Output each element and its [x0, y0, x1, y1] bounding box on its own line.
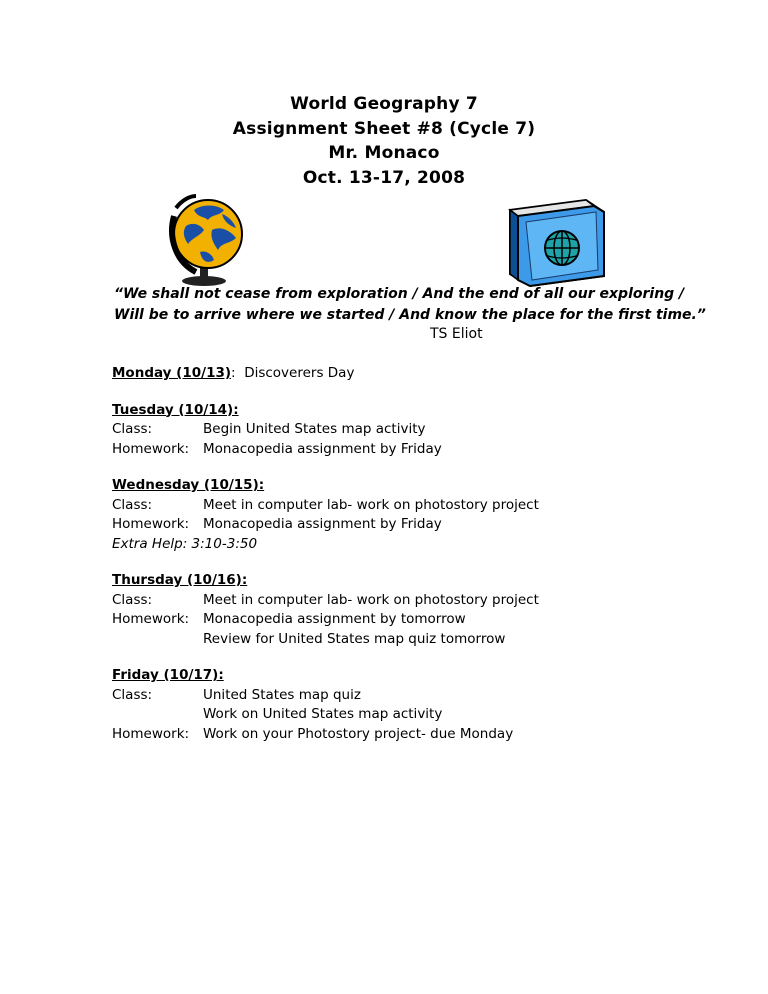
row-label: Homework: — [112, 725, 190, 742]
monday-colon: : — [231, 365, 236, 381]
schedule-row — [112, 686, 712, 706]
day-tuesday — [112, 401, 712, 460]
day-wednesday — [112, 476, 712, 554]
schedule-row — [112, 440, 712, 460]
row-label: Class: — [112, 496, 153, 513]
row-label — [112, 630, 203, 650]
date-range: Oct. 13-17, 2008 — [302, 167, 466, 188]
row-label — [112, 705, 203, 725]
day-friday — [112, 666, 712, 744]
course-title: World Geography 7 — [290, 94, 478, 114]
row-text: Work on United States map activity — [203, 706, 443, 722]
schedule-row — [112, 705, 712, 725]
weekly-schedule — [112, 364, 712, 761]
schedule-row — [112, 591, 712, 611]
row-text: United States map quiz — [203, 686, 361, 703]
row-label: Class: — [112, 591, 153, 608]
day-heading-friday: Friday (10/17): — [112, 667, 224, 683]
quote-line-2: Will be to arrive where we started / And know the place for the first time.” — [114, 307, 706, 323]
day-thursday — [112, 571, 712, 649]
day-heading-wednesday: Wednesday (10/15): — [112, 477, 265, 493]
quote — [114, 284, 714, 326]
row-text: Meet in computer lab- work on photostory project — [203, 496, 539, 513]
row-label: Homework: — [112, 440, 190, 457]
book-globe-icon — [500, 196, 612, 288]
day-heading-tuesday: Tuesday (10/14): — [112, 401, 239, 418]
row-text: Begin United States map activity — [203, 421, 426, 437]
globe-icon — [164, 186, 246, 288]
day-heading-thursday: Thursday (10/16): — [112, 572, 248, 588]
day-monday — [112, 364, 712, 384]
assignment-title: Assignment Sheet #8 (Cycle 7) — [232, 118, 536, 139]
day-heading-monday: Monday (10/13) — [112, 365, 232, 381]
schedule-row — [112, 515, 712, 535]
schedule-row — [112, 630, 712, 650]
schedule-row — [112, 610, 712, 630]
row-label: Homework: — [112, 516, 190, 532]
title-block — [0, 92, 768, 190]
monday-text: Discoverers Day — [244, 365, 355, 381]
quote-line-1: “We shall not cease from exploration / And the end of all our exploring / — [114, 286, 685, 302]
row-label: Class: — [112, 686, 153, 703]
quote-author: TS Eliot — [430, 326, 483, 342]
schedule-row — [112, 725, 712, 745]
row-text: Work on your Photostory project- due Monday — [203, 725, 514, 742]
row-text: Monacopedia assignment by Friday — [203, 440, 442, 457]
row-text: Monacopedia assignment by tomorrow — [203, 611, 466, 627]
schedule-row — [112, 420, 712, 440]
extra-help: Extra Help: 3:10-3:50 — [112, 535, 258, 552]
row-text: Meet in computer lab- work on photostory project — [203, 591, 539, 608]
schedule-row — [112, 496, 712, 516]
row-text: Review for United States map quiz tomorrow — [203, 630, 506, 647]
row-text: Monacopedia assignment by Friday — [203, 516, 442, 532]
row-label: Homework: — [112, 611, 190, 627]
row-label: Class: — [112, 421, 153, 437]
teacher-name: Mr. Monaco — [328, 143, 440, 163]
